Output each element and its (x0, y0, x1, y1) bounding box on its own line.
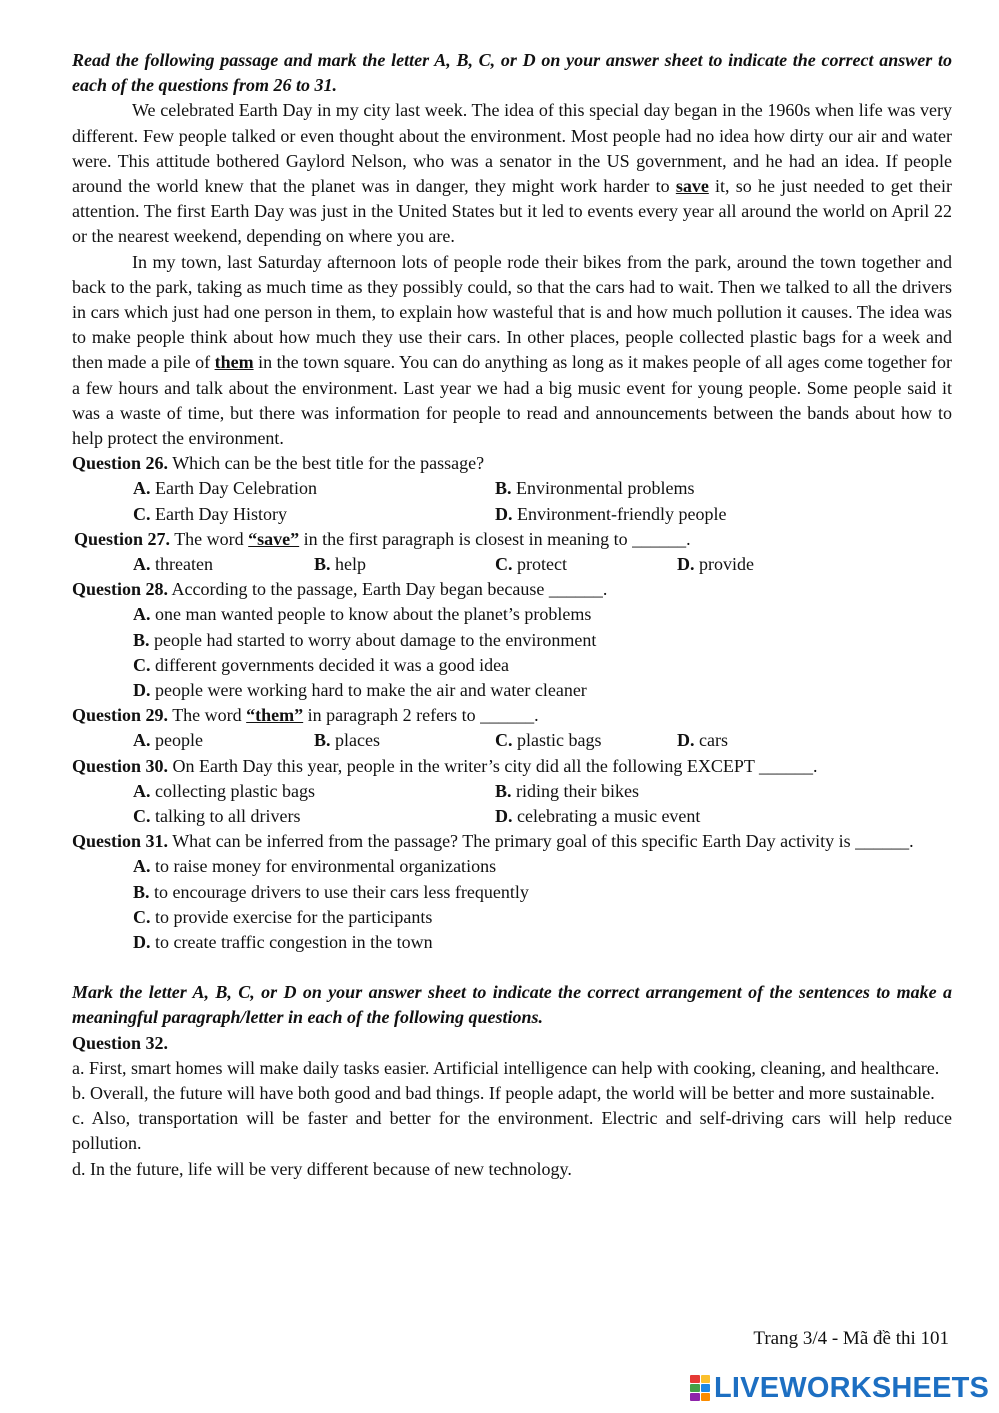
liveworksheets-logo (690, 1373, 989, 1403)
question-26: Question 26. Which can be the best title for the passage? (72, 453, 485, 474)
worksheet-page (72, 48, 952, 1182)
option-b[interactable]: B. places (314, 730, 380, 751)
option-a[interactable]: A. collecting plastic bags (133, 780, 315, 801)
logo-text: LIVEWORKSHEETS (714, 1371, 990, 1404)
option-b[interactable]: B. people had started to worry about damage to the environment (133, 629, 597, 650)
option-b[interactable]: B. to encourage drivers to use their cars less frequently (133, 881, 529, 902)
quoted-word-save: “save” (248, 528, 300, 549)
option-a[interactable]: A. people (133, 730, 203, 751)
section-instruction-2: Mark the letter A, B, C, or D on your answer sheet to indicate the correct arrangement of the sentences to make a meaningful paragraph/letter in each of the following questions. (72, 982, 952, 1028)
option-c[interactable]: C. plastic bags (495, 730, 602, 751)
sentence-c: c. Also, transportation will be faster and better for the environment. Electric and self-driving cars will help reduce pollution. (72, 1108, 952, 1154)
option-c[interactable]: C. different governments decided it was a good idea (133, 654, 510, 675)
question-32: Question 32. (72, 1032, 169, 1053)
question-27-options (72, 552, 952, 577)
option-a[interactable]: A. threaten (133, 554, 213, 575)
question-29: Question 29. The word “them” in paragraph 2 refers to ______. (72, 705, 539, 726)
underlined-word-save: save (675, 176, 709, 197)
option-c[interactable]: C. talking to all drivers (133, 806, 301, 827)
option-c[interactable]: C. to provide exercise for the participants (133, 906, 433, 927)
passage-paragraph-1: We celebrated Earth Day in my city last week. The idea of this special day began in the 1960s when life was very different. Few people talked or even thought about the environment. Most people had no idea how dirty our air and water were. This attitude bothered Gaylord Nelson, who was a senator in the US government, and he had an idea. If people around the world knew that the planet was in danger, they might work harder to save it, so he just needed to get their attention. The first Earth Day was just in the United States but it led to events every year all around the world on April 22 or the nearest weekend, depending on where you are. (72, 100, 952, 247)
option-d[interactable]: D. to create traffic congestion in the town (133, 932, 433, 953)
option-a[interactable]: A. one man wanted people to know about the planet’s problems (133, 604, 592, 625)
sentence-b: b. Overall, the future will have both good and bad things. If people adapt, the world will be better and more sustainable. (72, 1083, 935, 1104)
section-instruction: Read the following passage and mark the letter A, B, C, or D on your answer sheet to indicate the correct answer to each of the questions from 26 to 31. (72, 50, 952, 96)
option-d[interactable]: D. people were working hard to make the air and water cleaner (133, 680, 587, 701)
question-26-options-row-2 (72, 502, 952, 527)
quoted-word-them: “them” (246, 705, 304, 726)
question-30: Question 30. On Earth Day this year, people in the writer’s city did all the following EXCEPT ______. (72, 755, 818, 776)
option-b[interactable]: B. help (314, 554, 367, 575)
question-30-options-row-1 (72, 779, 952, 804)
option-a[interactable]: A. Earth Day Celebration (133, 478, 317, 499)
underlined-word-them: them (214, 352, 254, 373)
option-c[interactable]: C. Earth Day History (133, 503, 287, 524)
question-26-options-row-1 (72, 476, 952, 501)
option-d[interactable]: D. cars (677, 730, 728, 751)
question-31: Question 31. What can be inferred from the passage? The primary goal of this specific Earth Day activity is ______. (72, 831, 914, 852)
option-d[interactable]: D. Environment-friendly people (495, 503, 727, 524)
option-a[interactable]: A. to raise money for environmental organizations (133, 856, 497, 877)
option-b[interactable]: B. Environmental problems (495, 478, 695, 499)
question-28: Question 28. According to the passage, Earth Day began because ______. (72, 579, 608, 600)
passage-paragraph-2: In my town, last Saturday afternoon lots of people rode their bikes from the park, around the town together and back to the park, taking as much time as they possibly could, so that the cars had to wait. Then we talked to all the drivers in cars which just had one person in them, to explain how wasteful that is and how much pollution it causes. The idea was to make people think about how much they use their cars. In other places, people collected plastic bags for a week and then made a pile of them in the town square. You can do anything as long as it makes people of all ages come together for a few hours and talk about the environment. Last year we had a big music event for young people. Some people said it was a waste of time, but there was information for people to read and announcements between the bands about how to help protect the environment. (72, 251, 952, 449)
sentence-d: d. In the future, life will be very different because of new technology. (72, 1158, 572, 1179)
sentence-a: a. First, smart homes will make daily tasks easier. Artificial intelligence can help with cooking, cleaning, and healthcare. (72, 1057, 940, 1078)
question-29-options (72, 728, 952, 753)
option-d[interactable]: D. celebrating a music event (495, 806, 701, 827)
option-c[interactable]: C. protect (495, 554, 567, 575)
option-b[interactable]: B. riding their bikes (495, 780, 639, 801)
question-27: Question 27. The word “save” in the first paragraph is closest in meaning to ______. (74, 528, 691, 549)
question-30-options-row-2 (72, 804, 952, 829)
logo-icon (690, 1375, 710, 1401)
page-footer: Trang 3/4 - Mã đề thi 101 (753, 1328, 949, 1349)
option-d[interactable]: D. provide (677, 554, 754, 575)
